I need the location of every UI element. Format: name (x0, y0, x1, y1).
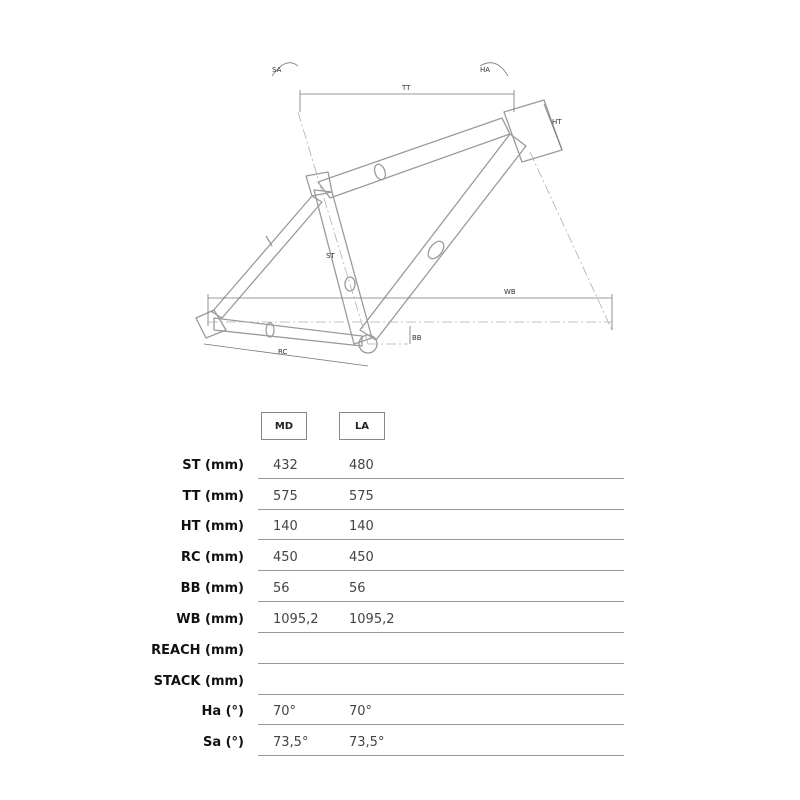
row-divider (258, 570, 624, 571)
row-divider (258, 478, 624, 479)
bb-label: BB (412, 334, 422, 342)
value-la: 73,5° (349, 735, 385, 750)
ht-label: HT (552, 118, 562, 126)
table-row-sa (0, 729, 800, 760)
row-divider (258, 632, 624, 633)
table-row-reach (0, 637, 800, 668)
value-md: 140 (273, 519, 298, 534)
row-label: Ha (°) (201, 704, 244, 719)
table-row-wb (0, 606, 800, 637)
table-row-ha (0, 698, 800, 729)
table-row-st (0, 452, 800, 483)
ha-label: HA (480, 66, 491, 74)
value-md: 450 (273, 550, 298, 565)
table-row-rc (0, 544, 800, 575)
value-md: 56 (273, 581, 290, 596)
table-row-ht (0, 513, 800, 544)
frame-geometry-diagram (0, 0, 800, 390)
row-label: Sa (°) (202, 735, 244, 750)
size-header-md: MD (261, 412, 307, 440)
value-la: 575 (349, 489, 374, 504)
value-md: 432 (273, 458, 298, 473)
tt-label: TT (402, 84, 411, 92)
value-la: 1095,2 (349, 612, 395, 627)
head-tube (504, 100, 562, 162)
row-divider (258, 539, 624, 540)
value-la: 480 (349, 458, 374, 473)
value-la: 70° (349, 704, 373, 719)
row-divider (258, 663, 624, 664)
table-row-stack (0, 668, 800, 699)
sa-label: SA (272, 66, 282, 74)
seat-stay (212, 196, 322, 318)
row-label: ST (mm) (182, 458, 244, 473)
seat-tube (314, 190, 372, 344)
row-label: HT (mm) (180, 519, 244, 534)
row-divider (258, 601, 624, 602)
row-divider (258, 694, 624, 695)
size-header-la: LA (339, 412, 385, 440)
value-md: 70° (273, 704, 297, 719)
table-row-tt (0, 483, 800, 514)
row-divider (258, 724, 624, 725)
rc-label: RC (278, 348, 288, 356)
row-divider (258, 755, 624, 756)
row-label: RC (mm) (180, 550, 244, 565)
value-md: 73,5° (273, 735, 309, 750)
value-md: 575 (273, 489, 298, 504)
st-label: ST (326, 252, 335, 260)
row-label: REACH (mm) (151, 643, 244, 658)
value-la: 140 (349, 519, 374, 534)
wb-label: WB (504, 288, 516, 296)
rear-dropout (196, 310, 226, 338)
row-label: TT (mm) (182, 489, 244, 504)
row-label: BB (mm) (180, 581, 244, 596)
down-tube (360, 134, 526, 340)
value-la: 56 (349, 581, 366, 596)
top-tube (318, 118, 510, 198)
table-row-bb (0, 575, 800, 606)
row-divider (258, 509, 624, 510)
value-la: 450 (349, 550, 374, 565)
value-md: 1095,2 (273, 612, 319, 627)
row-label: WB (mm) (176, 612, 244, 627)
row-label: STACK (mm) (153, 674, 244, 689)
